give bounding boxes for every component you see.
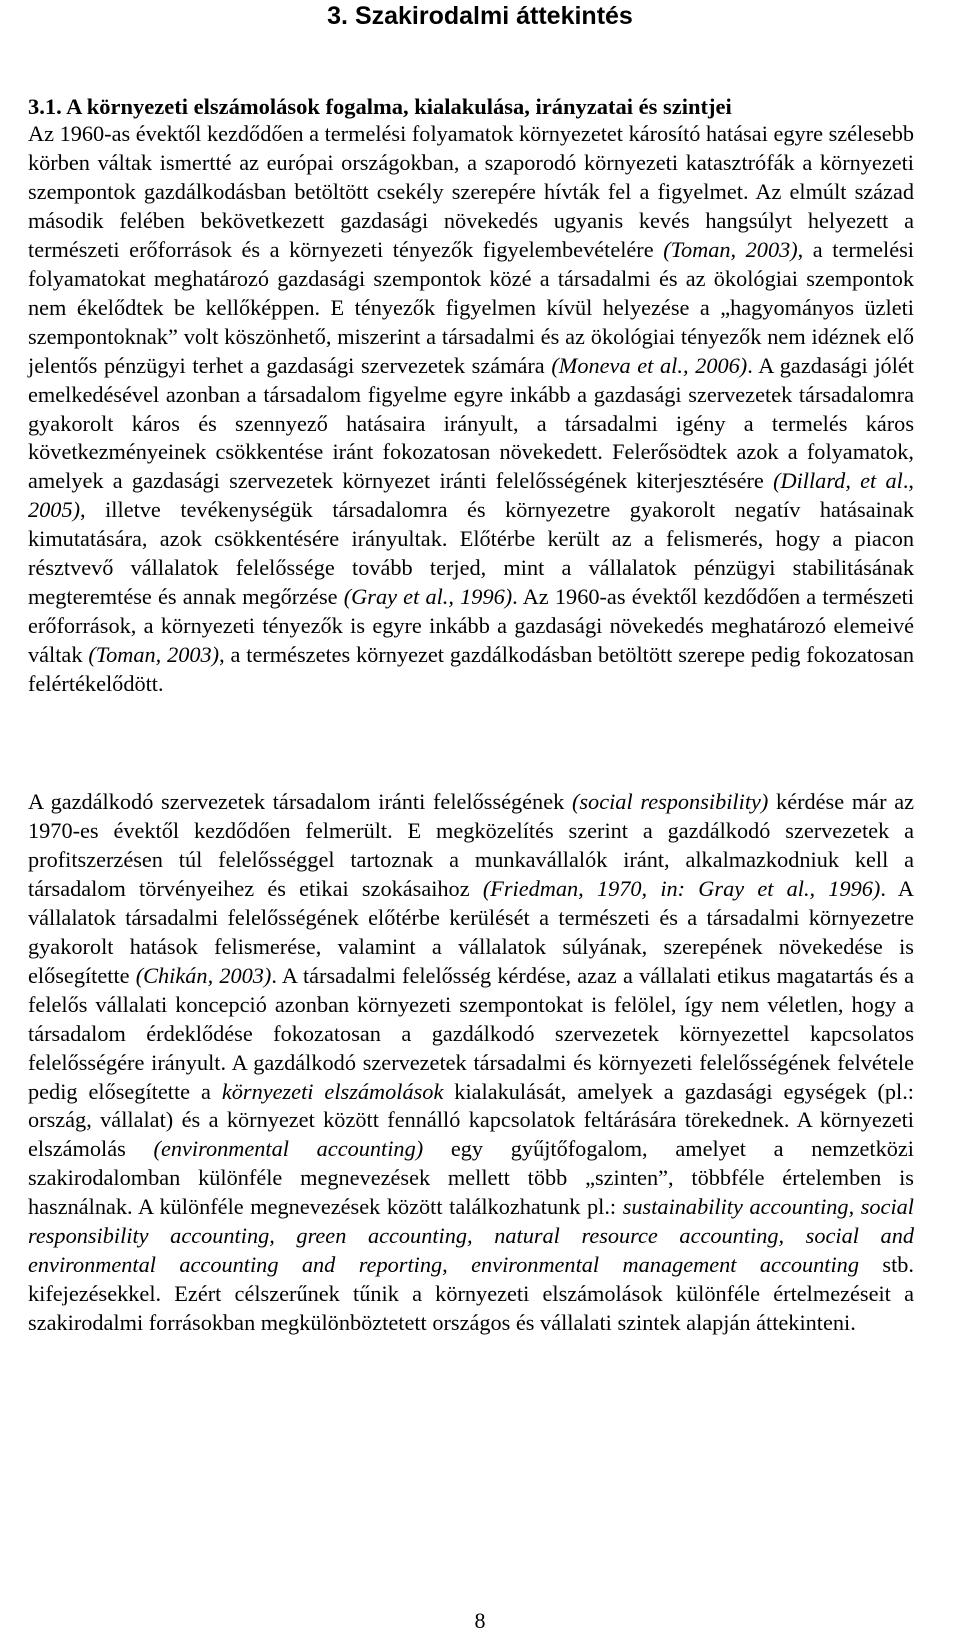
text-run: egy gyűjtőfogalom, amelyet a nemzetközi szakirodalomban különféle megnevezések mellett több „szinten”, többféle értelemben is használnak. A különféle megnevezések között találkozhatunk pl.: [28,1136,914,1220]
text-run: A gazdálkodó szervezetek társadalom iránti felelősségének [28,789,572,814]
text-run: , illetve tevékenységük társadalomra és környezetre gyakorolt negatív hatásainak kimutatására, azok csökkentésére irányultak. Előtérbe került az a felismerés, hogy a piacon résztvevő vállalatok felelőssége tovább terjed, mint a vállalatok pénzügyi stabilitásának megteremtése és annak megőrzése [28,497,914,610]
text-run: kérdése már az 1970-es évektől kezdődően felmerült. E megközelítés szerint a gazdálkodó szervezetek a profitszerzésen túl felelősséggel tartoznak a munkavállalók iránt, alkalmazkodniuk kell a társadalom törvényeihez és etikai szokásaihoz [28,789,914,901]
text-run: , a természetes környezet gazdálkodásban betöltött szerepe pedig fokozatosan felértékelődött. [28,642,914,697]
term: (social responsibility) [571,789,769,814]
citation: (Chikán, 2003) [135,962,272,988]
text-run: kialakulását, amelyek a gazdasági egységek (pl.: ország, vállalat) és a környezet között fennálló kapcsolatok feltárására törekednek. A környezeti elszámolás [28,1078,914,1162]
text-run: stb. kifejezésekkel. Ezért célszerűnek tűnik a környezeti elszámolások különféle értelmezéseit a szakirodalmi forrásokban megkülönböztetett országos és vállalati szintek alapján áttekinteni. [28,1252,915,1336]
citation: (Moneva et al., 2006) [551,352,748,378]
term: környezeti elszámolások [221,1078,444,1104]
text-run: ., [902,468,914,494]
citation: (Toman, 2003) [663,236,798,262]
text-run: . A gazdasági jólét emelkedésével azonban a társadalom figyelme egyre inkább a gazdasági szervezetek társadalomra gyakorolt káros és szennyező hatásaira irányult, a társadalmi igény a termelés káros következményeinek csökkentése iránt fokozatosan növekedett. Felerősödtek azok a folyamatok, amelyek a gazdasági szervezetek környezet iránti felelősségének kiterjesztésére [28,352,914,494]
section-heading: 3.1. A környezeti elszámolások fogalma, kialakulása, irányzatai és szintjei [28,94,732,119]
text-run: Az 1960-as évektől kezdődően a termelési folyamatok környezetet károsító hatásai egyre szélesebb körben váltak ismertté az európai országokban, a szaporodó környezeti katasztrófák a környezeti szempontok gazdálkodásban betöltött csekély szerepére hívták fel a figyelmet. Az elmúlt század második felében bekövetkezett gazdasági növekedés ugyanis kevés hangsúlyt helyezett a természeti erőforrások és a környezeti tényezők figyelembevételére [28,121,914,262]
term: (environmental accounting) [153,1136,424,1162]
chapter-title: 3. Szakirodalmi áttekintés [327,2,633,30]
citation: (Gray et al., 1996) [343,584,513,610]
citation: (Friedman, 1970, in: Gray et al., 1996) [482,875,881,901]
citation: 2005) [28,497,81,523]
paragraph-1 [28,120,914,699]
text-run: . A társadalmi felelősség kérdése, azaz a vállalati etikus magatartás és a felelős vállalati koncepció azonban környezeti szempontokat is felölel, így nem véletlen, hogy a társadalom érdeklődése fokozatosan a gazdálkodó szervezetek környezettel kapcsolatos felelősségére irányult. A gazdálkodó szervezetek társadalmi és környezeti felelősségének felvétele pedig elősegítette a [28,962,914,1104]
term-list: sustainability accounting, social responsibility accounting, green accounting, natural resource accounting, social and environmental accounting and reporting, environmental management accounting [28,1194,914,1278]
citation: (Toman, 2003) [88,642,220,668]
text-run: . Az 1960-as évektől kezdődően a természeti erőforrások, a környezeti tényezők is egyre inkább a gazdasági növekedés meghatározó elemeivé váltak [28,584,914,668]
text-run: . A vállalatok társadalmi felelősségének előtérbe kerülését a természeti és a társadalmi környezetre gyakorolt hatások felismerése, valamint a vállalatok súlyának, szerepének növekedése is elősegítette [28,875,914,988]
page-number: 8 [474,1608,486,1633]
text-run: , a termelési folyamatokat meghatározó gazdasági szempontok közé a társadalmi és az ökológiai szempontok nem ékelődtek be kellőképpen. E tényezők figyelmen kívül helyezése a „hagyományos üzleti szempontoknak” volt köszönhető, miszerint a társadalmi és az ökológiai tényezők nem idéznek elő jelentős pénzügyi terhet a gazdasági szervezetek számára [28,236,914,378]
citation: (Dillard, et al [773,468,903,494]
paragraph-2 [28,788,914,1338]
